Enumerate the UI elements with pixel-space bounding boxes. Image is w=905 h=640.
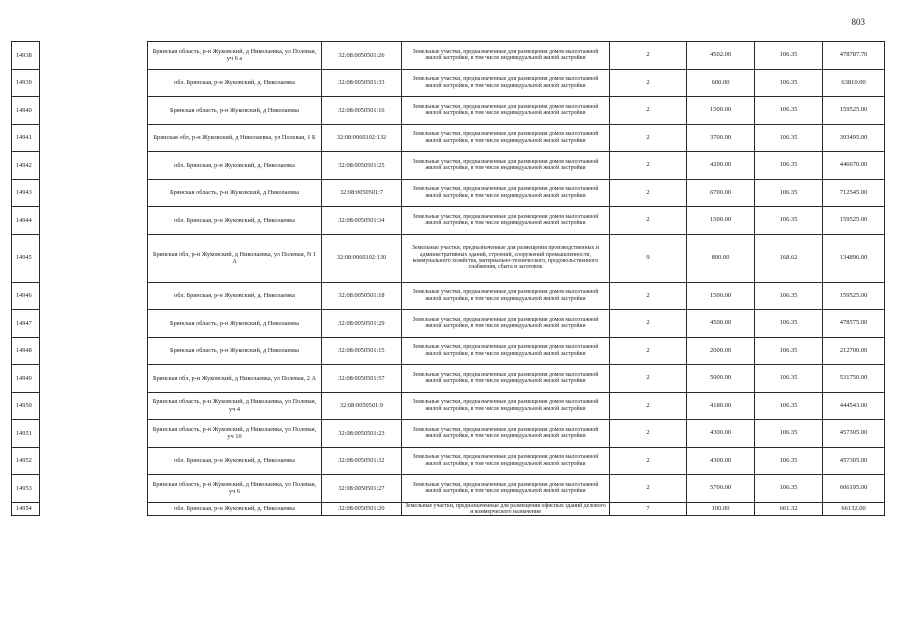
cell-cadastral-value: 446670.00 xyxy=(823,152,885,180)
cell-cadastral-number: 32:08:0050501:23 xyxy=(322,420,402,448)
cell-rate: 106.35 xyxy=(755,42,823,70)
cell-empty xyxy=(40,420,148,448)
cell-area: 100.00 xyxy=(687,502,755,516)
table-row xyxy=(12,310,885,338)
cell-cadastral-value: 66132.00 xyxy=(823,502,885,516)
cell-rate: 106.35 xyxy=(755,97,823,125)
cell-rate: 106.35 xyxy=(755,310,823,338)
cell-cadastral-value: 478787.70 xyxy=(823,42,885,70)
cell-rate: 106.35 xyxy=(755,337,823,365)
cell-address: Брянская обл, р-н Жуковский, д Николаевка, ул Полевая, N 1 А xyxy=(148,234,322,282)
cell-group: 7 xyxy=(610,502,687,516)
table-row xyxy=(12,420,885,448)
cell-empty xyxy=(40,152,148,180)
table-row xyxy=(12,179,885,207)
cell-area: 6700.00 xyxy=(687,179,755,207)
cell-cadastral-value: 212700.00 xyxy=(823,337,885,365)
cell-group: 2 xyxy=(610,447,687,475)
cell-area: 1500.00 xyxy=(687,282,755,310)
cell-area: 4500.00 xyxy=(687,310,755,338)
cell-record-id: 14954 xyxy=(12,502,40,516)
cell-cadastral-value: 606195.00 xyxy=(823,475,885,503)
cell-area: 4200.00 xyxy=(687,152,755,180)
cell-record-id: 14949 xyxy=(12,365,40,393)
cell-land-use: Земельные участки, предназначенные для размещения домов малоэтажной жилой застройки, в том числе индивидуальной жилой застройки xyxy=(402,365,610,393)
cell-record-id: 14953 xyxy=(12,475,40,503)
cell-record-id: 14950 xyxy=(12,392,40,420)
cell-record-id: 14952 xyxy=(12,447,40,475)
cell-rate: 106.35 xyxy=(755,392,823,420)
cell-cadastral-value: 712545.00 xyxy=(823,179,885,207)
cell-group: 2 xyxy=(610,124,687,152)
cell-rate: 106.35 xyxy=(755,282,823,310)
table-row xyxy=(12,502,885,516)
cell-group: 2 xyxy=(610,179,687,207)
cell-record-id: 14943 xyxy=(12,179,40,207)
cell-empty xyxy=(40,97,148,125)
cell-rate: 661.32 xyxy=(755,502,823,516)
cell-rate: 106.35 xyxy=(755,475,823,503)
cell-empty xyxy=(40,234,148,282)
cell-rate: 106.35 xyxy=(755,69,823,97)
cell-empty xyxy=(40,365,148,393)
table-row xyxy=(12,42,885,70)
cell-cadastral-value: 159525.00 xyxy=(823,97,885,125)
table-row xyxy=(12,475,885,503)
cell-land-use: Земельные участки, предназначенные для размещения домов малоэтажной жилой застройки, в том числе индивидуальной жилой застройки xyxy=(402,392,610,420)
cell-cadastral-number: 32:08:0050501:16 xyxy=(322,97,402,125)
cell-cadastral-number: 32:08:0050501:7 xyxy=(322,179,402,207)
cell-land-use: Земельные участки, предназначенные для размещения домов малоэтажной жилой застройки, в том числе индивидуальной жилой застройки xyxy=(402,310,610,338)
cell-cadastral-value: 159525.00 xyxy=(823,282,885,310)
table-row xyxy=(12,234,885,282)
cell-area: 4300.00 xyxy=(687,420,755,448)
cell-land-use: Земельные участки, предназначенные для размещения офисных зданий делового и коммерческого назначения xyxy=(402,502,610,516)
cell-empty xyxy=(40,42,148,70)
page-number: 803 xyxy=(851,17,865,27)
cell-group: 2 xyxy=(610,337,687,365)
cell-group: 2 xyxy=(610,420,687,448)
cell-cadastral-value: 478575.00 xyxy=(823,310,885,338)
cell-area: 800.00 xyxy=(687,234,755,282)
table-row xyxy=(12,447,885,475)
cell-address: Брянская область, р-н Жуковский, д Николаевка, ул Полевая, уч 6 а xyxy=(148,42,322,70)
cell-land-use: Земельные участки, предназначенные для размещения домов малоэтажной жилой застройки, в том числе индивидуальной жилой застройки xyxy=(402,282,610,310)
cell-record-id: 14939 xyxy=(12,69,40,97)
cell-rate: 106.35 xyxy=(755,152,823,180)
table-row xyxy=(12,282,885,310)
cell-cadastral-number: 32:08:0050501:25 xyxy=(322,152,402,180)
cell-empty xyxy=(40,337,148,365)
cell-rate: 106.35 xyxy=(755,447,823,475)
cell-cadastral-value: 457305.00 xyxy=(823,447,885,475)
cell-address: обл. Брянская, р-н Жуковский, д. Николаевка xyxy=(148,282,322,310)
cell-area: 2000.00 xyxy=(687,337,755,365)
cell-cadastral-number: 32:08:0050501:9 xyxy=(322,392,402,420)
cell-empty xyxy=(40,124,148,152)
cell-area: 4502.00 xyxy=(687,42,755,70)
cell-address: Брянская обл, р-н Жуковский, д Николаевка, ул Полевая, 1 Б xyxy=(148,124,322,152)
cell-rate: 106.35 xyxy=(755,420,823,448)
cell-record-id: 14947 xyxy=(12,310,40,338)
cell-cadastral-number: 32:08:0050501:27 xyxy=(322,475,402,503)
cell-cadastral-value: 134896.00 xyxy=(823,234,885,282)
cell-address: Брянская область, р-н Жуковский, д Николаевка xyxy=(148,97,322,125)
cell-cadastral-number: 32:08:0050501:34 xyxy=(322,207,402,235)
cell-group: 2 xyxy=(610,310,687,338)
cell-record-id: 14946 xyxy=(12,282,40,310)
cell-record-id: 14945 xyxy=(12,234,40,282)
cell-land-use: Земельные участки, предназначенные для размещения домов малоэтажной жилой застройки, в том числе индивидуальной жилой застройки xyxy=(402,124,610,152)
cell-address: обл. Брянская, р-н Жуковский, д. Николаевка xyxy=(148,502,322,516)
cell-group: 2 xyxy=(610,392,687,420)
cell-record-id: 14938 xyxy=(12,42,40,70)
cell-area: 600.00 xyxy=(687,69,755,97)
cell-area: 4180.00 xyxy=(687,392,755,420)
cell-group: 2 xyxy=(610,475,687,503)
cell-address: обл. Брянская, р-н Жуковский, д. Николаевка xyxy=(148,447,322,475)
table-row xyxy=(12,337,885,365)
cell-area: 1500.00 xyxy=(687,207,755,235)
cell-group: 2 xyxy=(610,152,687,180)
cell-cadastral-value: 63810.00 xyxy=(823,69,885,97)
cell-empty xyxy=(40,502,148,516)
cell-record-id: 14944 xyxy=(12,207,40,235)
cell-empty xyxy=(40,310,148,338)
cell-land-use: Земельные участки, предназначенные для размещения домов малоэтажной жилой застройки, в том числе индивидуальной жилой застройки xyxy=(402,207,610,235)
cell-land-use: Земельные участки, предназначенные для размещения производственных и административных зданий, строений, сооружений промышленности, коммунального хозяйства, материально-технического, продовольственного снабжения, сбыта и заготовок xyxy=(402,234,610,282)
cell-land-use: Земельные участки, предназначенные для размещения домов малоэтажной жилой застройки, в том числе индивидуальной жилой застройки xyxy=(402,337,610,365)
cell-area: 4300.00 xyxy=(687,447,755,475)
cell-empty xyxy=(40,69,148,97)
cell-cadastral-number: 32:08:0050501:18 xyxy=(322,282,402,310)
table-row xyxy=(12,69,885,97)
cadastre-table xyxy=(11,41,885,516)
cell-group: 2 xyxy=(610,42,687,70)
cell-group: 9 xyxy=(610,234,687,282)
cell-cadastral-number: 32:08:0060102:130 xyxy=(322,234,402,282)
cell-rate: 106.35 xyxy=(755,124,823,152)
cell-address: Брянская область, р-н Жуковский, д Николаевка, ул Полевая, уч 4 xyxy=(148,392,322,420)
cell-cadastral-number: 32:08:0050501:26 xyxy=(322,42,402,70)
cell-area: 5700.00 xyxy=(687,475,755,503)
cell-cadastral-value: 457305.00 xyxy=(823,420,885,448)
cell-land-use: Земельные участки, предназначенные для размещения домов малоэтажной жилой застройки, в том числе индивидуальной жилой застройки xyxy=(402,179,610,207)
cell-empty xyxy=(40,282,148,310)
cell-cadastral-value: 531750.00 xyxy=(823,365,885,393)
cell-land-use: Земельные участки, предназначенные для размещения домов малоэтажной жилой застройки, в том числе индивидуальной жилой застройки xyxy=(402,447,610,475)
cell-address: Брянская область, р-н Жуковский, д Николаевка, ул Полевая, уч 10 xyxy=(148,420,322,448)
cell-address: Брянская обл, р-н Жуковский, д Николаевка, ул Полевая, 2 А xyxy=(148,365,322,393)
cell-rate: 106.35 xyxy=(755,207,823,235)
cell-cadastral-number: 32:08:0050501:15 xyxy=(322,337,402,365)
cell-rate: 106.35 xyxy=(755,179,823,207)
cell-empty xyxy=(40,179,148,207)
cell-group: 2 xyxy=(610,282,687,310)
cell-empty xyxy=(40,207,148,235)
cell-empty xyxy=(40,447,148,475)
table-row xyxy=(12,207,885,235)
cell-record-id: 14942 xyxy=(12,152,40,180)
cell-land-use: Земельные участки, предназначенные для размещения домов малоэтажной жилой застройки, в том числе индивидуальной жилой застройки xyxy=(402,69,610,97)
cell-record-id: 14951 xyxy=(12,420,40,448)
cell-cadastral-number: 32:08:0060102:132 xyxy=(322,124,402,152)
cell-rate: 168.62 xyxy=(755,234,823,282)
cell-land-use: Земельные участки, предназначенные для размещения домов малоэтажной жилой застройки, в том числе индивидуальной жилой застройки xyxy=(402,42,610,70)
cell-group: 2 xyxy=(610,97,687,125)
table-body xyxy=(12,42,885,516)
cell-group: 2 xyxy=(610,207,687,235)
cell-rate: 106.35 xyxy=(755,365,823,393)
table-row xyxy=(12,124,885,152)
cell-cadastral-number: 32:08:0050501:33 xyxy=(322,69,402,97)
cell-cadastral-value: 444543.00 xyxy=(823,392,885,420)
table-row xyxy=(12,152,885,180)
cell-address: обл. Брянская, р-н Жуковский, д. Николаевка xyxy=(148,152,322,180)
cell-cadastral-number: 32:08:0050501:20 xyxy=(322,502,402,516)
cell-area: 1500.00 xyxy=(687,97,755,125)
cell-address: обл. Брянская, р-н Жуковский, д. Николаевка xyxy=(148,207,322,235)
cell-group: 2 xyxy=(610,69,687,97)
cell-record-id: 14941 xyxy=(12,124,40,152)
cell-land-use: Земельные участки, предназначенные для размещения домов малоэтажной жилой застройки, в том числе индивидуальной жилой застройки xyxy=(402,152,610,180)
cell-record-id: 14940 xyxy=(12,97,40,125)
cell-land-use: Земельные участки, предназначенные для размещения домов малоэтажной жилой застройки, в том числе индивидуальной жилой застройки xyxy=(402,475,610,503)
cell-address: Брянская область, р-н Жуковский, д Николаевка xyxy=(148,179,322,207)
table-row xyxy=(12,97,885,125)
cell-empty xyxy=(40,475,148,503)
cell-land-use: Земельные участки, предназначенные для размещения домов малоэтажной жилой застройки, в том числе индивидуальной жилой застройки xyxy=(402,420,610,448)
cell-cadastral-value: 393495.00 xyxy=(823,124,885,152)
cell-cadastral-number: 32:08:0050501:32 xyxy=(322,447,402,475)
table-row xyxy=(12,365,885,393)
cell-record-id: 14948 xyxy=(12,337,40,365)
cell-address: Брянская область, р-н Жуковский, д Николаевка xyxy=(148,310,322,338)
cell-empty xyxy=(40,392,148,420)
cell-group: 2 xyxy=(610,365,687,393)
cell-area: 5000.00 xyxy=(687,365,755,393)
cell-cadastral-number: 32:08:0050501:29 xyxy=(322,310,402,338)
cell-area: 3700.00 xyxy=(687,124,755,152)
cell-address: Брянская область, р-н Жуковский, д Николаевка xyxy=(148,337,322,365)
table-row xyxy=(12,392,885,420)
cell-cadastral-value: 159525.00 xyxy=(823,207,885,235)
cell-land-use: Земельные участки, предназначенные для размещения домов малоэтажной жилой застройки, в том числе индивидуальной жилой застройки xyxy=(402,97,610,125)
cell-address: обл. Брянская, р-н Жуковский, д. Николаевка xyxy=(148,69,322,97)
cell-address: Брянская область, р-н Жуковский, д Николаевка, ул Полевая, уч 6 xyxy=(148,475,322,503)
cell-cadastral-number: 32:08:0050501:57 xyxy=(322,365,402,393)
